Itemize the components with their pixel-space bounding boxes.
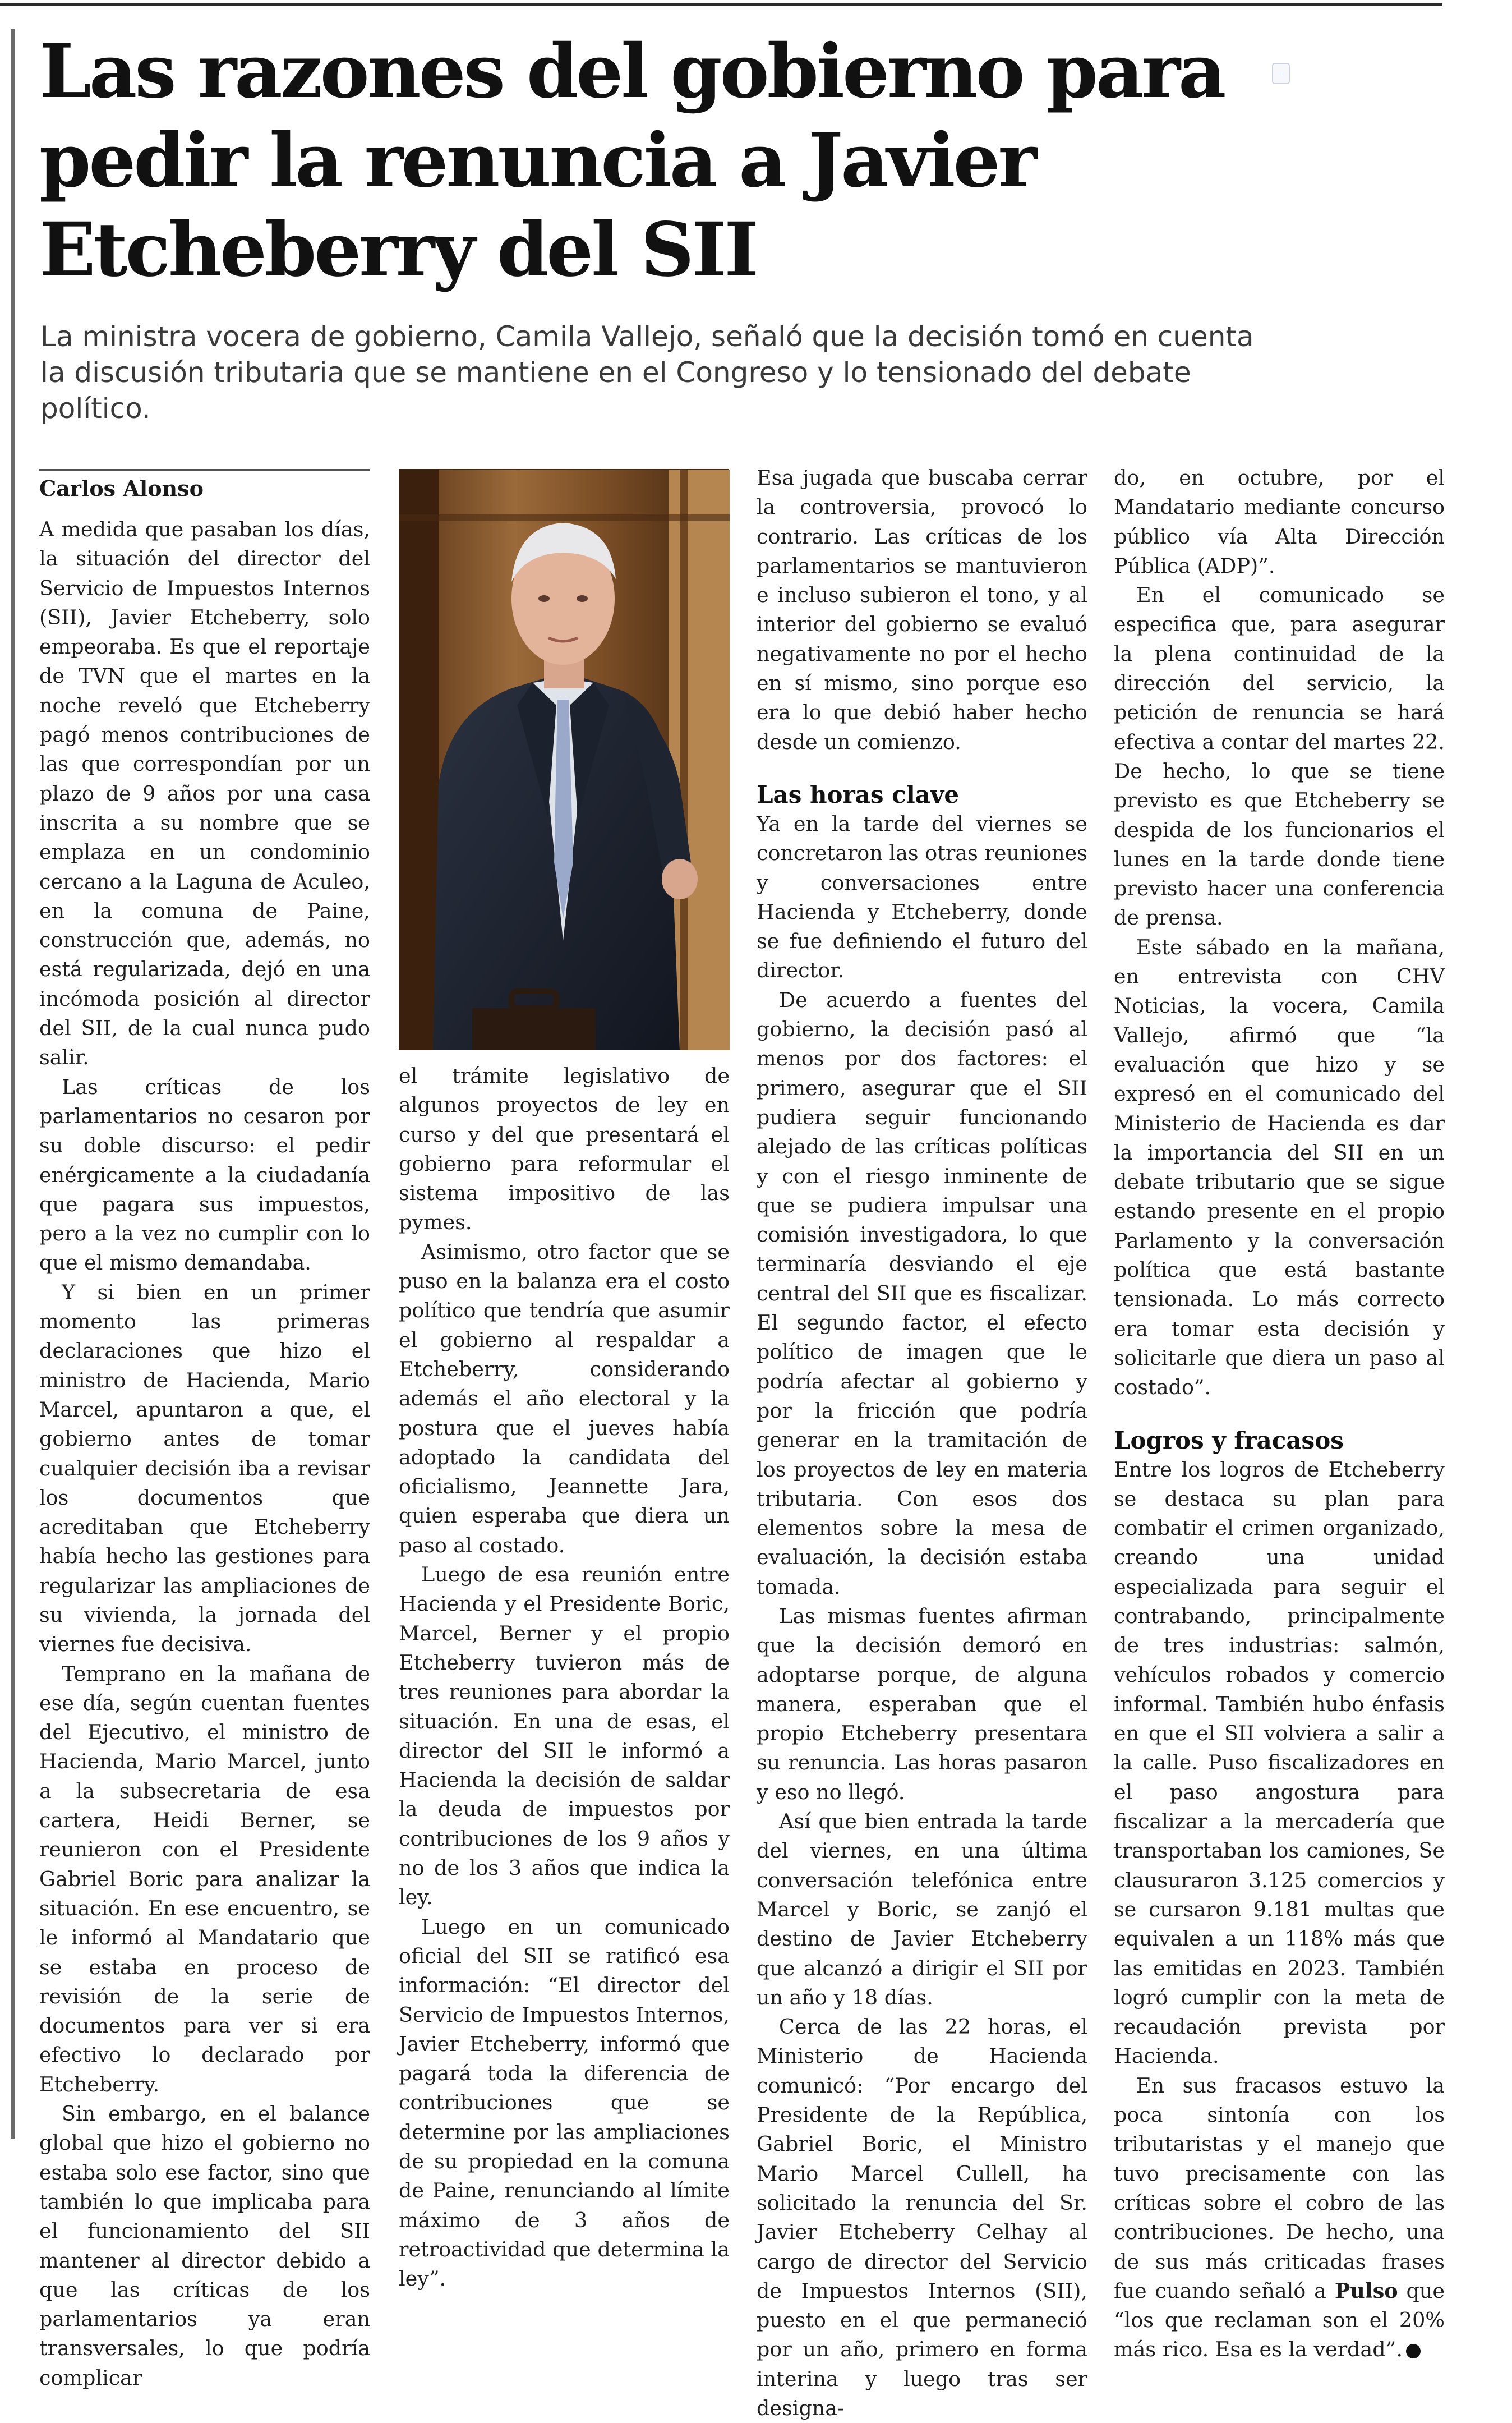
paragraph: Luego de esa reunión entre Hacienda y el Presidente Boric, Marcel, Berner y el propio Etcheberry tuvieron más de tres reuniones para abordar la situación. En una de esas, el director del SII le informó a Hacienda la decisión de saldar la deuda de impuestos por contribuciones de los 9 años y no de los 3 años que indica la ley. bbox=[399, 1562, 730, 1910]
article-deck: La ministra vocera de gobierno, Camila Vallejo, señaló que la decisión tomó en cuenta la discusión tributaria que se mantiene en el Congreso y lo tensionado del debate político. bbox=[40, 320, 1254, 425]
byline-rule bbox=[39, 469, 370, 471]
paragraph: Entre los logros de Etcheberry se destaca su plan para combatir el crimen organizado, creando una unidad especializada para seguir el contrabando, principalmente de tres industrias: salmón, vehículos robados y comercio informal. También hubo énfasis en que el SII volviera a salir a la calle. Puso fiscalizadores en el paso angostura para fiscalizar a la mercadería que transportaban los camiones, Se clausuraron 3.125 comercios y se cursaron 9.181 multas que equivalen a un 118% más que las emitidas en 2023. También logró cumplir con la meta de recaudación prevista por Hacienda. bbox=[1114, 1457, 1445, 2068]
left-margin-rule bbox=[11, 29, 15, 2139]
paragraph: En el comunicado se especifica que, para asegurar la plena continuidad de la dirección del servicio, la petición de renuncia se hará efectiva a contar del martes 22. De hecho, lo que se tiene previsto es que Etcheberry se despida de los funcionarios el lunes en la tarde donde tiene previsto hacer una conferencia de prensa. bbox=[1114, 583, 1445, 930]
final-text-b: que “los que reclaman son el 20% más rico. Esa es la verdad”. bbox=[1114, 2278, 1445, 2362]
paragraph: Y si bien en un primer momento las primeras declaraciones que hizo el ministro de Hacienda, Mario Marcel, apuntaron a que, el gobierno antes de tomar cualquier decisión iba a revisar los documentos que acreditaban que Etcheberry había hecho las gestiones para regularizar las ampliaciones de su vivienda, la jornada del viernes fue decisiva. bbox=[39, 1280, 370, 1657]
paragraph: De acuerdo a fuentes del gobierno, la decisión pasó al menos por dos factores: el primero, asegurar que el SII pudiera seguir funcionando alejado de las críticas políticas y con el riesgo inminente de que se pudiera impulsar una comisión investigadora, lo que terminaría desviando el eje central del SII que es fiscalizar. El segundo factor, el efecto político de imagen que le podría afectar al gobierno y por la fricción que podría generar en la tramitación de los proyectos de ley en materia tributaria. Con esos dos elementos sobre la mesa de evaluación, la decisión estaba tomada. bbox=[757, 987, 1087, 1599]
paragraph: Asimismo, otro factor que se puso en la balanza era el costo político que tendría que asumir el gobierno al respaldar a Etcheberry, considerando además el año electoral y la postura que el jueves había adoptado la candidata del oficialismo, Jeannette Jara, quien esperaba que diera un paso al costado. bbox=[399, 1239, 730, 1557]
article-headline: Las razones del gobierno para pedir la renuncia a Javier Etcheberry del SII bbox=[39, 28, 1224, 293]
article-photo bbox=[399, 469, 729, 1050]
paragraph: Así que bien entrada la tarde del viernes, en una última conversación telefónica entre Marcel y Boric, se zanjó el destino de Javier Etcheberry que alcanzó a dirigir el SII por un año y 18 días. bbox=[757, 1809, 1087, 2010]
page-marker-icon[interactable]: ▫ bbox=[1272, 63, 1290, 84]
subheading-horas-clave: Las horas clave bbox=[757, 780, 960, 808]
paragraph: A medida que pasaban los días, la situación del director del Servicio de Impuestos Internos (SII), Javier Etcheberry, solo empeoraba. Es que el reportaje de TVN que el martes en la noche reveló que Etcheberry pagó menos contribuciones de las que correspondían por un plazo de 9 años por una casa inscrita a su nombre que se emplaza en un condominio cercano a la Laguna de Aculeo, en la comuna de Paine, construcción que, además, no está regularizada, dejó en una incómoda posición al director del SII, de la cual nunca pudo salir. bbox=[39, 517, 370, 1070]
pulso-mention: Pulso bbox=[1334, 2278, 1398, 2303]
photo-man-in-suit-icon bbox=[399, 470, 730, 1050]
paragraph: Sin embargo, en el balance global que hizo el gobierno no estaba solo ese factor, sino que también lo que implicaba para el funcionamiento del SII mantener al director debido a que las críticas de los parlamentarios ya eran transversales, lo que podría complicar bbox=[39, 2102, 370, 2390]
paragraph: Cerca de las 22 horas, el Ministerio de Hacienda comunicó: “Por encargo del Presidente de la República, Gabriel Boric, el Ministro Mario Marcel Cullell, ha solicitado la renuncia del Sr. Javier Etcheberry Celhay al cargo de director del Servicio de Impuestos Internos (SII), puesto en el que permaneció por un año, primero en forma interina y luego tras ser designa- bbox=[757, 2015, 1087, 2420]
top-rule bbox=[0, 3, 1442, 6]
paragraph: do, en octubre, por el Mandatario mediante concurso público vía Alta Dirección Pública (ADP)”. bbox=[1114, 466, 1445, 578]
paragraph: Luego en un comunicado oficial del SII se ratificó esa información: “El director del Servicio de Impuestos Internos, Javier Etcheberry, informó que pagará toda la diferencia de contribuciones que se determine por las ampliaciones de su propiedad en la comuna de Paine, renunciando al límite máximo de 3 años de retroactividad que determina la ley”. bbox=[399, 1914, 730, 2291]
subheading-logros-fracasos: Logros y fracasos bbox=[1114, 1426, 1344, 1454]
author-byline: Carlos Alonso bbox=[39, 476, 204, 501]
paragraph: Ya en la tarde del viernes se concretaron las otras reuniones y conversaciones entre Hacienda y Etcheberry, donde se fue definiendo el futuro del director. bbox=[757, 811, 1087, 983]
column-2 bbox=[399, 1061, 730, 2293]
final-text-a: En sus fracasos estuvo la poca sintonía con los tributaristas y el manejo que tuvo precisamente con las críticas sobre el cobro de las contribuciones. De hecho, una de sus más criticadas frases fue cuando señaló a bbox=[1114, 2073, 1445, 2303]
end-of-article-icon bbox=[1406, 2344, 1421, 2358]
paragraph-final bbox=[1114, 2071, 1445, 2365]
column-1 bbox=[39, 515, 370, 2393]
paragraph: el trámite legislativo de algunos proyectos de ley en curso y del que presentará el gobierno para reformular el sistema impositivo de las pymes. bbox=[399, 1064, 730, 1235]
paragraph: Este sábado en la mañana, en entrevista con CHV Noticias, la vocera, Camila Vallejo, afirmó que “la evaluación que hizo y se expresó en el comunicado del Ministerio de Hacienda es dar la importancia del SII en un debate tributario que se sigue estando presente en el propio Parlamento y la conversación política que está bastante tensionada. Lo más correcto era tomar esta decisión y solicitarle que diera un paso al costado”. bbox=[1114, 935, 1445, 1400]
column-3 bbox=[757, 463, 1087, 2423]
paragraph: Las críticas de los parlamentarios no cesaron por su doble discurso: el pedir enérgicamente a la ciudadanía que pagara sus impuestos, pero a la vez no cumplir con lo que el mismo demandaba. bbox=[39, 1074, 370, 1275]
paragraph: Temprano en la mañana de ese día, según cuentan fuentes del Ejecutivo, el ministro de Hacienda, Mario Marcel, junto a la subsecretaria de esa cartera, Heidi Berner, se reunieron con el Presidente Gabriel Boric para analizar la situación. En ese encuentro, se le informó al Mandatario que se estaba en proceso de revisión de la serie de documentos para ver si era efectivo lo declarado por Etcheberry. bbox=[39, 1661, 370, 2096]
paragraph: Esa jugada que buscaba cerrar la controversia, provocó lo contrario. Las críticas de los parlamentarios se mantuvieron e incluso subieron el tono, y al interior del gobierno se evaluó negativamente no por el hecho en sí mismo, sino porque eso era lo que debió haber hecho desde un comienzo. bbox=[757, 466, 1087, 754]
section-gap bbox=[757, 757, 1087, 780]
column-4 bbox=[1114, 463, 1445, 2365]
section-gap bbox=[1114, 1403, 1445, 1426]
paragraph: Las mismas fuentes afirman que la decisión demoró en adoptarse porque, de alguna manera, esperaban que el propio Etcheberry presentara su renuncia. Las horas pasaron y eso no llegó. bbox=[757, 1603, 1087, 1804]
